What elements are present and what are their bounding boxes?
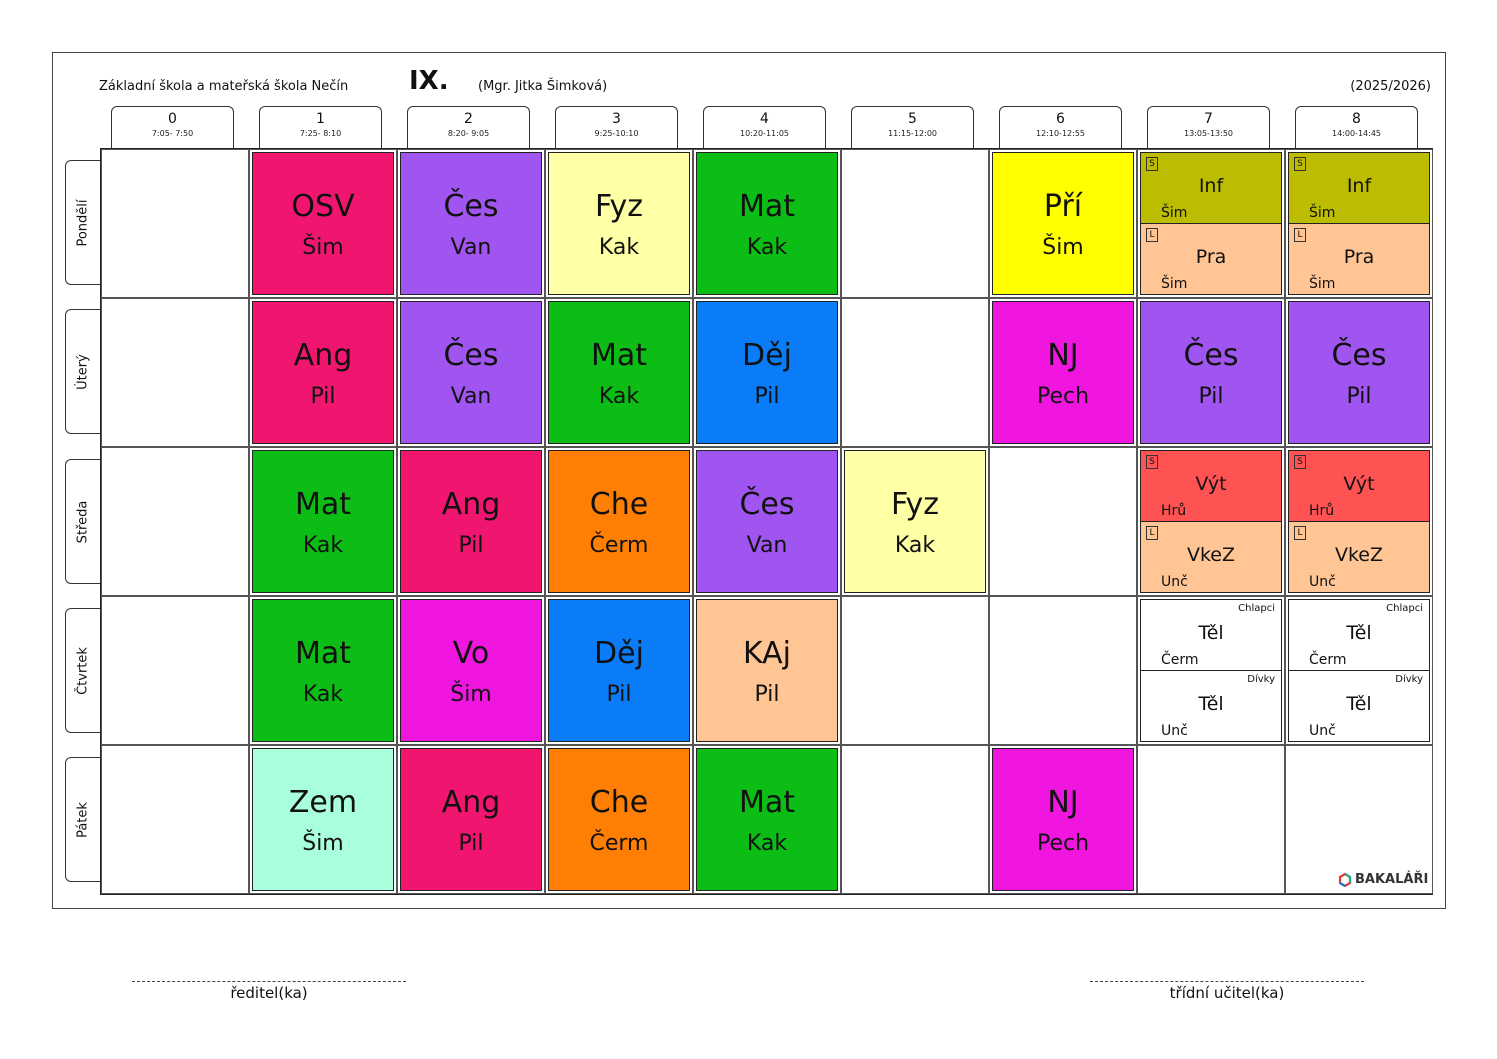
teacher-label: Pil [754,384,780,409]
timetable-cell [841,596,989,745]
split-lesson [1141,224,1281,295]
timetable-cell [101,149,249,298]
teacher-label: Pil [310,384,336,409]
day-label: Pátek [75,801,91,838]
subject-label: Děj [594,636,644,671]
timetable-cell [841,745,989,894]
subject-label: NJ [1047,338,1079,373]
subject-label: Zem [288,785,358,820]
split-lesson [1289,224,1429,295]
split-lesson [1141,153,1281,224]
period-number: 5 [908,111,917,127]
subject-label: Mat [294,487,352,522]
period-number: 7 [1204,111,1213,127]
subject-label: NJ [1047,785,1079,820]
period-number: 4 [760,111,769,127]
teacher-label: Čerm [589,533,649,558]
teacher-label: Pech [1036,831,1090,856]
lesson-block [548,599,690,742]
lesson-block [252,450,394,593]
subject-label: Těl [1198,692,1224,715]
subject-label: Těl [1198,622,1224,644]
subject-label: Pří [1043,189,1083,224]
timetable-cell [101,447,249,596]
lesson-block [992,301,1134,444]
period-header-3 [555,106,678,149]
lesson-block [252,748,394,891]
teacher-label: Pil [458,533,484,558]
teacher-label: Pech [1036,384,1090,409]
lesson-block [1288,450,1430,593]
subject-label: Pra [1195,245,1227,268]
bakalari-logo-icon [1338,873,1352,887]
group-tag: S [1294,455,1306,469]
subject-label: Čes [443,189,499,224]
lesson-block [252,152,394,295]
subject-label: Těl [1346,622,1372,644]
subject-label: Ang [441,785,501,820]
lesson-block [252,301,394,444]
lesson-block [696,152,838,295]
period-time: 10:20-11:05 [740,129,789,138]
period-time: 9:25-10:10 [594,129,639,138]
split-lesson [1289,451,1429,522]
teacher-label: Šim [1042,235,1084,260]
lesson-block [548,301,690,444]
teacher-label: Šim [1309,276,1336,292]
teacher-label: Kak [598,384,640,409]
teacher-label: Pil [754,682,780,707]
school-name: Základní škola a mateřská škola Nečín [99,79,349,94]
class-name: IX. [409,66,449,96]
subject-label: Inf [1346,175,1372,197]
teacher-label: Šim [1161,276,1188,292]
day-tab-3 [65,608,100,733]
group-tag: L [1146,526,1158,540]
timetable-cell [841,149,989,298]
signature-director: ředitel(ka) [132,981,406,1002]
subject-label: Fyz [890,487,939,522]
lesson-block [844,450,986,593]
timetable-cell [101,596,249,745]
day-tab-1 [65,309,100,434]
subject-label: OSV [291,189,355,224]
day-label: Čtvrtek [75,646,91,695]
subject-label: Mat [590,338,648,373]
lesson-block [1140,152,1282,295]
teacher-label: Pil [1198,384,1224,409]
subject-label: Čes [739,487,795,522]
teacher-label: Čerm [1161,651,1199,668]
period-header-1 [259,106,382,149]
teacher-label: Unč [1161,574,1188,590]
subject-label: VkeZ [1186,543,1236,566]
subject-label: Inf [1198,175,1224,197]
group-label: Chlapci [1238,603,1275,614]
timetable-cell [1137,745,1285,894]
teacher-label: Hrů [1309,502,1335,519]
timetable-cell [101,745,249,894]
subject-label: Ang [441,487,501,522]
lesson-block [992,748,1134,891]
lesson-block [696,450,838,593]
day-label: Pondělí [75,198,91,247]
period-header-4 [703,106,826,149]
subject-label: Výt [1195,473,1227,495]
lesson-block [548,152,690,295]
lesson-block [400,450,542,593]
split-lesson [1289,522,1429,593]
subject-label: Děj [742,338,792,373]
day-tab-0 [65,160,100,285]
period-number: 3 [612,111,621,127]
day-label: Úterý [75,353,91,390]
subject-label: Che [589,785,649,820]
group-tag: S [1146,157,1158,171]
lesson-block [252,599,394,742]
school-year: (2025/2026) [1350,79,1431,94]
subject-label: Fyz [594,189,643,224]
class-teacher: (Mgr. Jitka Šimková) [478,79,608,94]
subject-label: Čes [1331,338,1387,373]
teacher-label: Van [450,384,492,409]
period-time: 7:05- 7:50 [151,129,194,138]
lesson-block [1140,450,1282,593]
period-time: 12:10-12:55 [1036,129,1085,138]
teacher-label: Pil [1346,384,1372,409]
lesson-block [1288,152,1430,295]
subject-label: Těl [1346,692,1372,715]
lesson-block [400,152,542,295]
teacher-label: Unč [1309,723,1336,739]
subject-label: Mat [738,785,796,820]
group-tag: S [1146,455,1158,469]
group-label: Chlapci [1386,603,1423,614]
split-lesson [1141,600,1281,671]
day-tab-2 [65,459,100,584]
lesson-block [400,599,542,742]
subject-label: Che [589,487,649,522]
teacher-label: Kak [894,533,936,558]
group-tag: L [1146,228,1158,242]
teacher-label: Čerm [1309,651,1347,668]
bakalari-logo [1338,872,1428,887]
teacher-label: Šim [302,831,344,856]
split-lesson [1289,600,1429,671]
subject-label: VkeZ [1334,543,1384,566]
period-time: 14:00-14:45 [1332,129,1381,138]
group-label: Dívky [1395,673,1423,685]
timetable-cell [101,298,249,447]
subject-label: Mat [738,189,796,224]
subject-label: KAj [742,636,791,671]
group-tag: S [1294,157,1306,171]
lesson-block [548,748,690,891]
period-time: 7:25- 8:10 [299,129,342,138]
lesson-block [696,599,838,742]
period-number: 2 [464,111,473,127]
teacher-label: Unč [1161,723,1188,739]
group-label: Dívky [1247,673,1275,685]
day-tab-4 [65,757,100,882]
split-lesson [1289,153,1429,224]
group-tag: L [1294,228,1306,242]
lesson-block [696,301,838,444]
period-header-2 [407,106,530,149]
subject-label: Mat [294,636,352,671]
teacher-label: Pil [606,682,632,707]
teacher-label: Unč [1309,574,1336,590]
subject-label: Vo [452,636,490,671]
lesson-block [1288,301,1430,444]
subject-label: Čes [443,338,499,373]
lesson-block [400,301,542,444]
period-number: 1 [316,111,325,127]
period-number: 8 [1352,111,1361,127]
period-header-0 [111,106,234,149]
period-header-8 [1295,106,1418,149]
split-lesson [1289,671,1429,742]
teacher-label: Kak [746,235,788,260]
split-lesson [1141,671,1281,742]
lesson-block [400,748,542,891]
signature-class-teacher: třídní učitel(ka) [1090,981,1364,1002]
subject-label: Výt [1343,473,1375,495]
teacher-label: Čerm [589,831,649,856]
teacher-label: Van [746,533,788,558]
lesson-block [1288,599,1430,742]
period-number: 0 [168,111,177,127]
period-header-6 [999,106,1122,149]
period-time: 8:20- 9:05 [447,129,490,138]
timetable-cell [989,447,1137,596]
subject-label: Čes [1183,338,1239,373]
lesson-block [992,152,1134,295]
logo-text: BAKALÁŘI [1355,872,1429,887]
teacher-label: Šim [1161,204,1188,221]
group-tag: L [1294,526,1306,540]
period-time: 11:15-12:00 [888,129,937,138]
period-header-7 [1147,106,1270,149]
period-time: 13:05-13:50 [1184,129,1233,138]
lesson-block [548,450,690,593]
teacher-label: Šim [302,235,344,260]
teacher-label: Kak [302,533,344,558]
teacher-label: Kak [302,682,344,707]
split-lesson [1141,522,1281,593]
teacher-label: Kak [598,235,640,260]
teacher-label: Šim [1309,204,1336,221]
period-header-5 [851,106,974,149]
lesson-block [1140,599,1282,742]
teacher-label: Hrů [1161,502,1187,519]
split-lesson [1141,451,1281,522]
subject-label: Ang [293,338,353,373]
timetable-grid [100,148,1433,895]
timetable-cell [841,298,989,447]
period-number: 6 [1056,111,1065,127]
timetable-cell [989,596,1137,745]
teacher-label: Kak [746,831,788,856]
lesson-block [696,748,838,891]
teacher-label: Šim [450,682,492,707]
teacher-label: Pil [458,831,484,856]
teacher-label: Van [450,235,492,260]
day-label: Středa [75,500,91,543]
subject-label: Pra [1343,245,1375,268]
lesson-block [1140,301,1282,444]
